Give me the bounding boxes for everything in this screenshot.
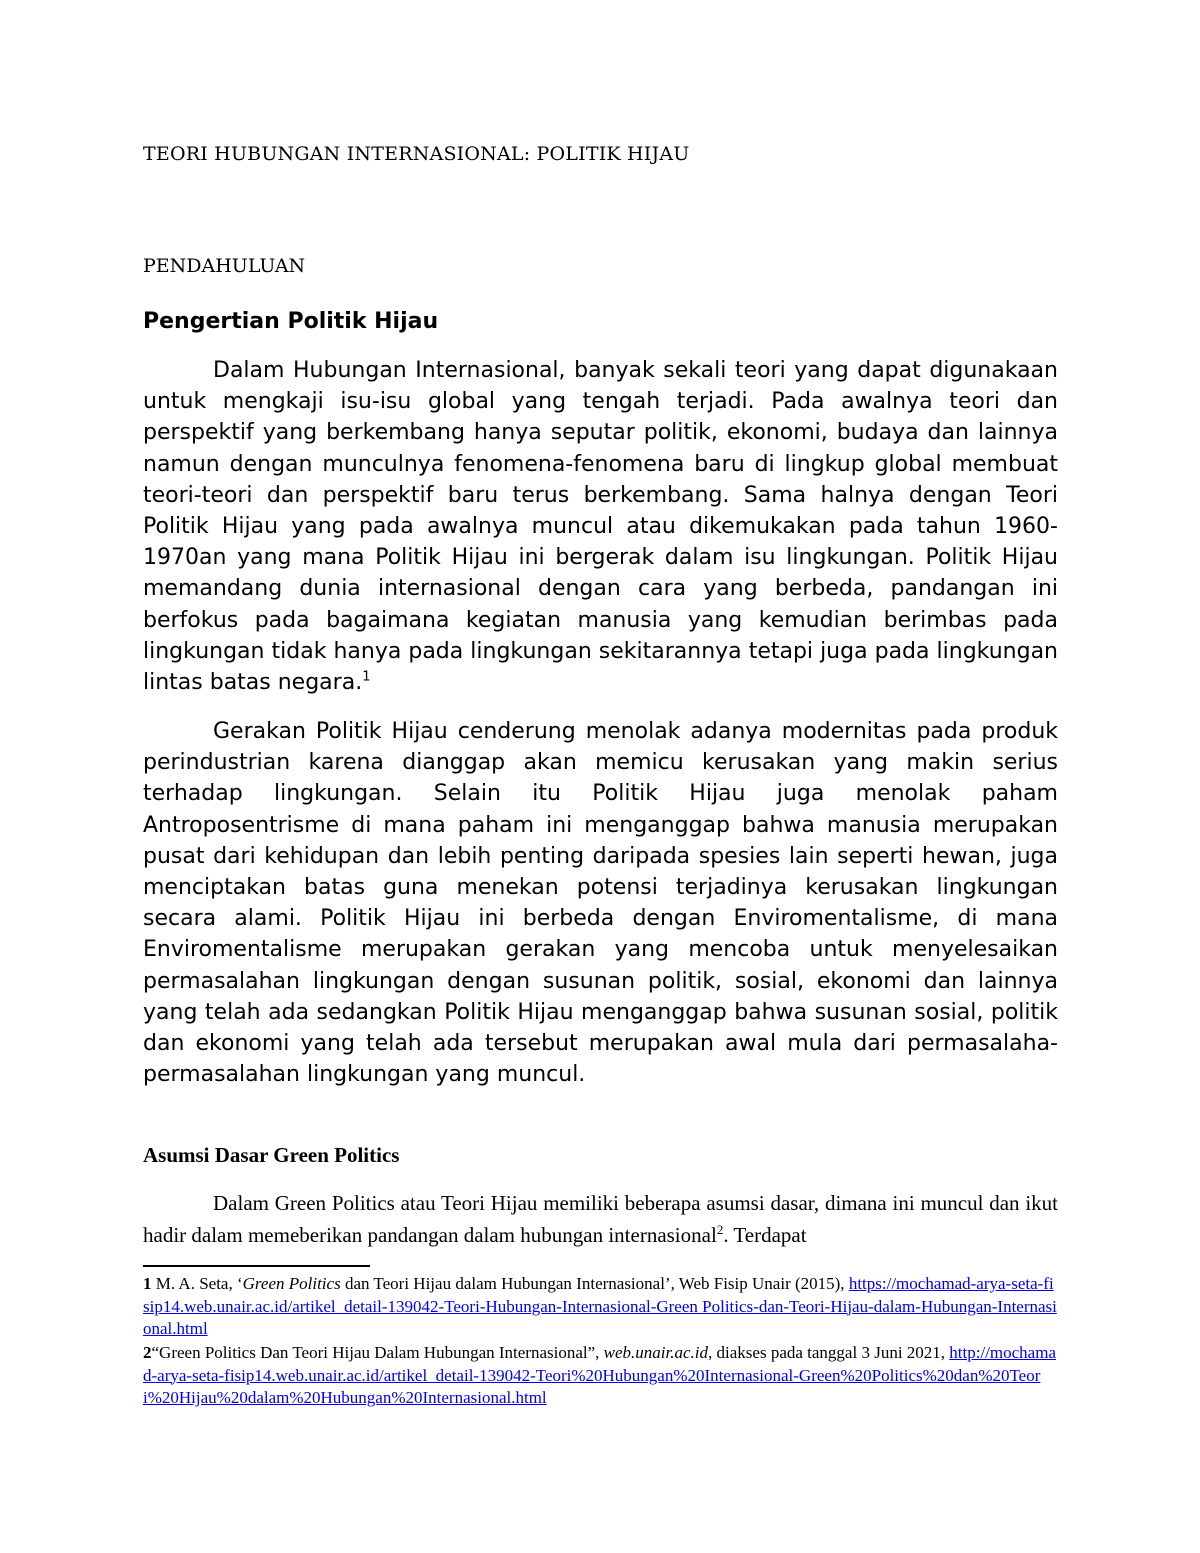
paragraph-text-tail: . Terdapat <box>723 1223 807 1247</box>
footnote-number: 1 <box>143 1274 152 1293</box>
paragraph-pengertian-2: Gerakan Politik Hijau cenderung menolak adanya modernitas pada produk perindustrian karena dianggap akan memicu kerusakan yang makin serius terhadap lingkungan. Selain itu Politik Hijau juga menolak paham Antroposentrisme di mana paham ini menganggap bahwa manusia merupakan pusat dari kehidupan dan lebih penting daripada spesies lain seperti hewan, juga menciptakan batas guna menekan potensi terjadinya kerusakan lingkungan secara alami. Politik Hijau ini berbeda dengan Enviromentalisme, di mana Enviromentalisme merupakan gerakan yang mencoba untuk menyelesaikan permasalahan lingkungan dengan susunan politik, sosial, ekonomi dan lainnya yang telah ada sedangkan Politik Hijau menganggap bahwa susunan sosial, politik dan ekonomi yang telah ada tersebut merupakan awal mula dari permasalaha-permasalahan lingkungan yang muncul. <box>143 719 1058 1088</box>
document-title: TEORI HUBUNGAN INTERNASIONAL: POLITIK HIJAU <box>143 143 690 165</box>
footnote-2 <box>143 1342 1058 1410</box>
intro-heading: PENDAHULUAN <box>143 255 306 277</box>
footnote-italic-text: Green Politics <box>242 1274 341 1293</box>
paragraph-text: Dalam Hubungan Internasional, banyak sekali teori yang dapat digunakaan untuk mengkaji isu-isu global yang tengah terjadi. Pada awalnya teori dan perspektif yang berkembang hanya seputar politik, ekonomi, budaya dan lainnya namun dengan munculnya fenomena-fenomena baru di lingkup global membuat teori-teori dan perspektif baru terus berkembang. Sama halnya dengan Teori Politik Hijau yang pada awalnya muncul atau dikemukakan pada tahun 1960-1970an yang mana Politik Hijau ini bergerak dalam isu lingkungan. Politik Hijau memandang dunia internasional dengan cara yang berbeda, pandangan ini berfokus pada bagaimana kegiatan manusia yang kemudian berimbas pada lingkungan tidak hanya pada lingkungan sekitarannya tetapi juga pada lingkungan lintas batas negara. <box>143 358 1058 696</box>
footnote-separator <box>143 1265 370 1267</box>
footnote-italic-text: web.unair.ac.id, <box>603 1343 713 1362</box>
footnote-text: dan Teori Hijau dalam Hubungan Internasional’, Web Fisip Unair (2015), <box>340 1274 849 1293</box>
footnote-1 <box>143 1273 1058 1341</box>
footnote-ref-2[interactable]: 2 <box>716 1222 724 1237</box>
paragraph-asumsi-1 <box>143 1187 1058 1251</box>
footnote-text: “Green Politics Dan Teori Hijau Dalam Hubungan Internasional”, <box>151 1343 604 1362</box>
footnote-link[interactable]: http://mochamad-arya-seta-fisip14.web.unair.ac.id/artikel_detail-139042-Teori%20Hubungan%20Internasional-Green%20Politics%20dan%20Teori%20Hijau%20dalam%20Hubungan%20Internasional.html <box>143 1343 1056 1407</box>
footnote-link[interactable]: https://mochamad-arya-seta-fisip14.web.unair.ac.id/artikel_detail-139042-Teori-Hubungan-Internasional-Green Politics-dan-Teori-Hijau-dalam-Hubungan-Internasional.html <box>143 1274 1057 1338</box>
footnote-number: 2 <box>143 1343 152 1362</box>
paragraph-pengertian-1 <box>143 355 1058 698</box>
section-heading-pengertian: Pengertian Politik Hijau <box>143 309 439 334</box>
footnote-text: diakses pada tanggal 3 Juni 2021, <box>712 1343 950 1362</box>
paragraph-text: Dalam Green Politics atau Teori Hijau memiliki beberapa asumsi dasar, dimana ini muncul dan ikut hadir dalam memeberikan pandangan dalam hubungan internasional <box>143 1191 1058 1247</box>
footnote-text: M. A. Seta, ‘ <box>151 1274 243 1293</box>
section-heading-asumsi: Asumsi Dasar Green Politics <box>143 1143 400 1167</box>
footnote-ref-1[interactable]: 1 <box>362 669 371 685</box>
